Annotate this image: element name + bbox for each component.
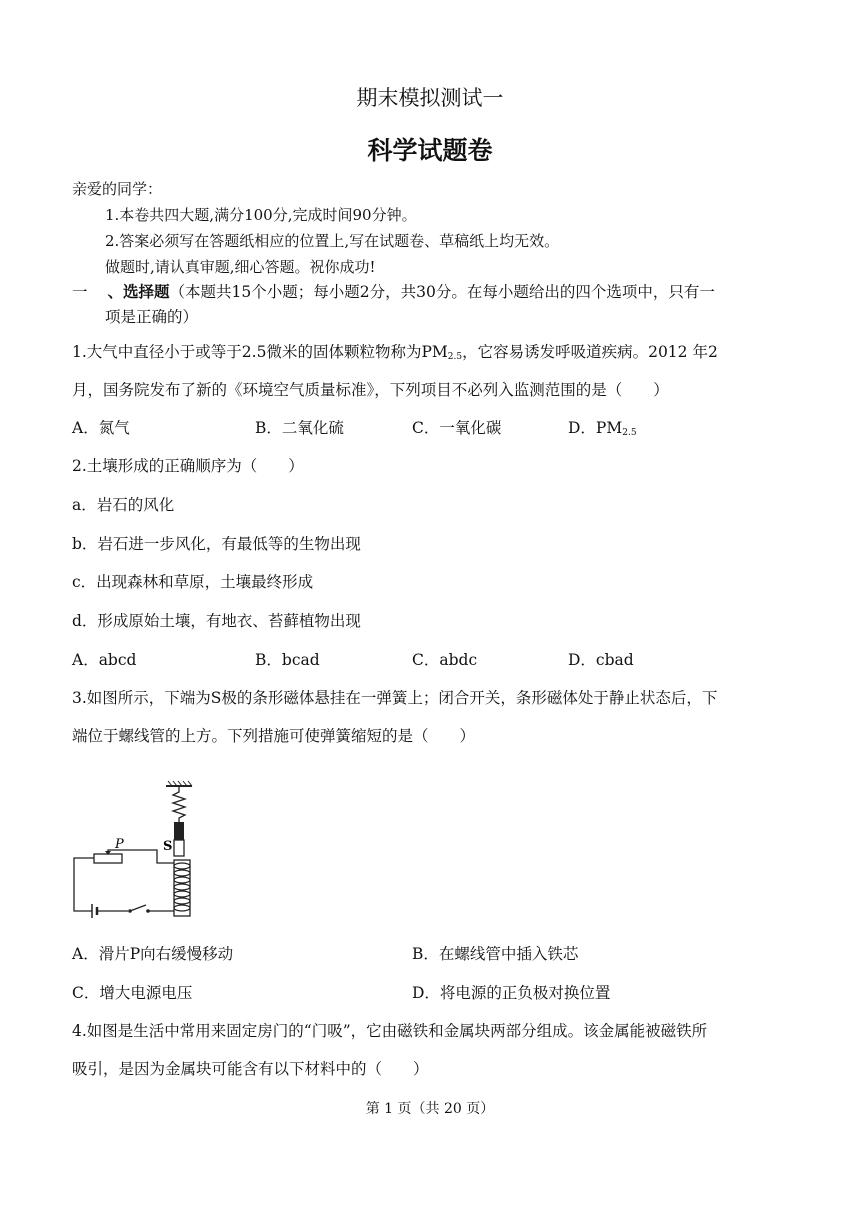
q2-option-a: A．abcd xyxy=(72,651,137,669)
page-title: 期末模拟测试一 xyxy=(356,86,504,110)
wire-left xyxy=(74,858,94,911)
q2-option-b: B．bcad xyxy=(255,651,320,669)
q1-stem-line-2: 月，国务院发布了新的《环境空气质量标准》，下列项目不必列入监测范围的是（ ） xyxy=(72,381,669,399)
q1-option-d-sub: 2.5 xyxy=(622,428,637,438)
section-description-cont: 项是正确的） xyxy=(105,308,199,326)
q2-item-a: a．岩石的风化 xyxy=(72,496,175,514)
q2-stem: 2.土壤形成的正确顺序为（ ） xyxy=(72,457,304,475)
page-subtitle: 科学试题卷 xyxy=(367,136,493,165)
section-number: 一 xyxy=(72,283,88,301)
q2-item-b: b．岩石进一步风化，有最低等的生物出现 xyxy=(72,535,361,553)
q1-option-d xyxy=(568,416,637,438)
q3-circuit-figure xyxy=(62,778,212,923)
q1-option-c: C．一氧化碳 xyxy=(412,419,502,437)
section-heading xyxy=(72,280,715,302)
q2-item-d: d．形成原始土壤，有地衣、苔藓植物出现 xyxy=(72,612,361,630)
q1-option-d-text: D．PM xyxy=(568,419,623,437)
magnet-south-half xyxy=(174,840,184,856)
q2-item-c: c．出现森林和草原，土壤最终形成 xyxy=(72,573,314,591)
q1-option-a: A．氮气 xyxy=(72,419,130,437)
spring-icon xyxy=(173,786,185,822)
notice-line-2: 2.答案必须写在答题纸相应的位置上,写在试题卷、草稿纸上均无效。 xyxy=(105,232,560,250)
q3-option-b: B．在螺线管中插入铁芯 xyxy=(412,945,579,963)
page-footer: 第 1 页（共 20 页） xyxy=(365,1101,495,1117)
q4-stem-line-1: 4.如图是生活中常用来固定房门的“门吸”，它由磁铁和金属块两部分组成。该金属能被磁铁所 xyxy=(72,1022,708,1040)
q1-option-b: B．二氧化硫 xyxy=(255,419,344,437)
section-description: （本题共15个小题；每小题2分，共30分。在每小题给出的四个选项中，只有一 xyxy=(169,283,715,301)
switch-icon xyxy=(130,905,146,911)
q3-option-a: A．滑片P向右缓慢移动 xyxy=(72,945,234,963)
q1-sub: 2.5 xyxy=(447,352,463,362)
rheostat-icon xyxy=(94,854,122,863)
q2-option-c: C．abdc xyxy=(412,651,478,669)
q3-stem-line-1: 3.如图所示，下端为S极的条形磁体悬挂在一弹簧上；闭合开关，条形磁体处于静止状态后，下 xyxy=(72,689,718,707)
q3-stem-line-2: 端位于螺线管的上方。下列措施可使弹簧缩短的是（ ） xyxy=(72,727,476,745)
q1-text-b: ，它容易诱发呼吸道疾病。2012 年2 xyxy=(462,343,718,361)
notice-greeting: 亲爱的同学： xyxy=(72,180,163,198)
magnet-north-half xyxy=(174,822,184,840)
q2-option-d: D．cbad xyxy=(568,651,634,669)
q1-text-a: 1.大气中直径小于或等于2.5微米的固体颗粒物称为PM xyxy=(72,343,448,361)
q3-option-c: C．增大电源电压 xyxy=(72,984,193,1002)
slider-label-p: P xyxy=(115,837,124,852)
section-name: 、选择题 xyxy=(107,283,170,301)
q3-option-d: D．将电源的正负极对换位置 xyxy=(412,984,611,1002)
q4-stem-line-2: 吸引，是因为金属块可能含有以下材料中的（ ） xyxy=(72,1060,429,1078)
q1-stem-line-1 xyxy=(72,340,718,362)
magnet-label-s: S xyxy=(163,839,173,854)
notice-line-1: 1.本卷共四大题,满分100分,完成时间90分钟。 xyxy=(105,206,417,224)
notice-line-3: 做题时,请认真审题,细心答题。祝你成功! xyxy=(105,258,376,276)
